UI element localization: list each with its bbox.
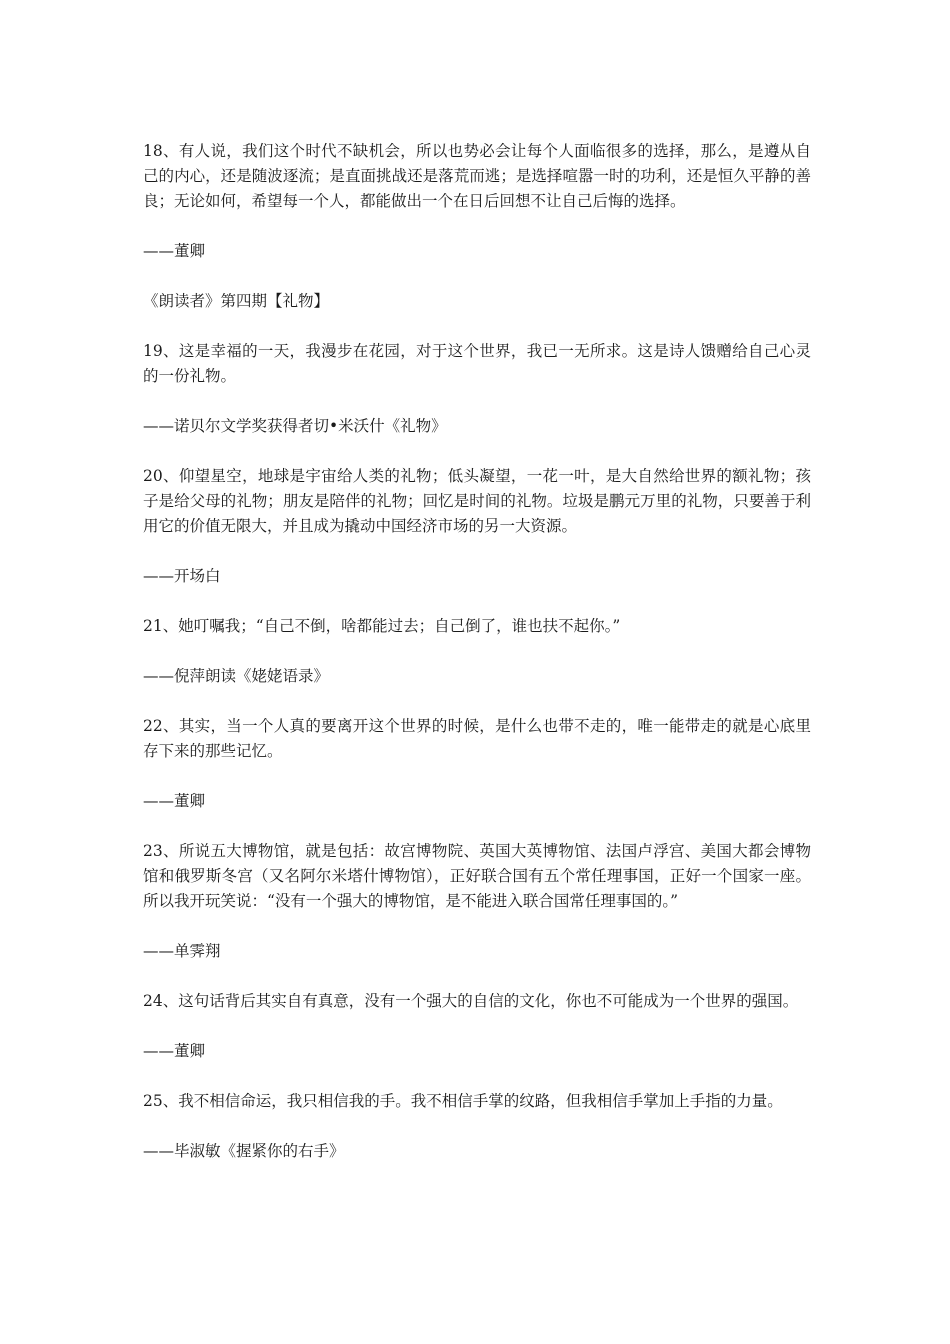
document-body bbox=[143, 139, 811, 1189]
attribution-20: ——开场白 bbox=[143, 567, 221, 585]
quote-21: 21、她叮嘱我；“自己不倒，啥都能过去；自己倒了，谁也扶不起你。” bbox=[143, 617, 621, 635]
attribution-23: ——单霁翔 bbox=[143, 942, 221, 960]
quote-22: 22、其实，当一个人真的要离开这个世界的时候，是什么也带不走的，唯一能带走的就是心底里存下来的那些记忆。 bbox=[143, 717, 811, 760]
quote-19: 19、这是幸福的一天，我漫步在花园，对于这个世界，我已一无所求。这是诗人馈赠给自己心灵的一份礼物。 bbox=[143, 342, 811, 385]
attribution-22: ——董卿 bbox=[143, 792, 206, 810]
attribution-19: ——诺贝尔文学奖获得者切•米沃什《礼物》 bbox=[143, 417, 447, 435]
attribution-24: ——董卿 bbox=[143, 1042, 206, 1060]
attribution-18: ——董卿 bbox=[143, 242, 206, 260]
attribution-21: ——倪萍朗读《姥姥语录》 bbox=[143, 667, 330, 685]
quote-23: 23、所说五大博物馆，就是包括：故宫博物院、英国大英博物馆、法国卢浮宫、美国大都会博物馆和俄罗斯冬宫（又名阿尔米塔什博物馆），正好联合国有五个常任理事国，正好一个国家一座。所以我开玩笑说：“没有一个强大的博物馆，是不能进入联合国常任理事国的。” bbox=[143, 842, 811, 910]
quote-18: 18、有人说，我们这个时代不缺机会，所以也势必会让每个人面临很多的选择，那么，是遵从自己的内心，还是随波逐流；是直面挑战还是落荒而逃；是选择喧嚣一时的功利，还是恒久平静的善良；无论如何，希望每一个人，都能做出一个在日后回想不让自己后悔的选择。 bbox=[143, 142, 811, 210]
section-heading-gift: 《朗读者》第四期【礼物】 bbox=[143, 292, 330, 310]
quote-25: 25、我不相信命运，我只相信我的手。我不相信手掌的纹路，但我相信手掌加上手指的力量。 bbox=[143, 1092, 783, 1110]
attribution-25: ——毕淑敏《握紧你的右手》 bbox=[143, 1142, 345, 1160]
quote-20: 20、仰望星空，地球是宇宙给人类的礼物；低头凝望，一花一叶，是大自然给世界的额礼物；孩子是给父母的礼物；朋友是陪伴的礼物；回忆是时间的礼物。垃圾是鹏元万里的礼物，只要善于利用它的价值无限大，并且成为撬动中国经济市场的另一大资源。 bbox=[143, 467, 811, 535]
quote-24: 24、这句话背后其实自有真意，没有一个强大的自信的文化，你也不可能成为一个世界的强国。 bbox=[143, 992, 799, 1010]
